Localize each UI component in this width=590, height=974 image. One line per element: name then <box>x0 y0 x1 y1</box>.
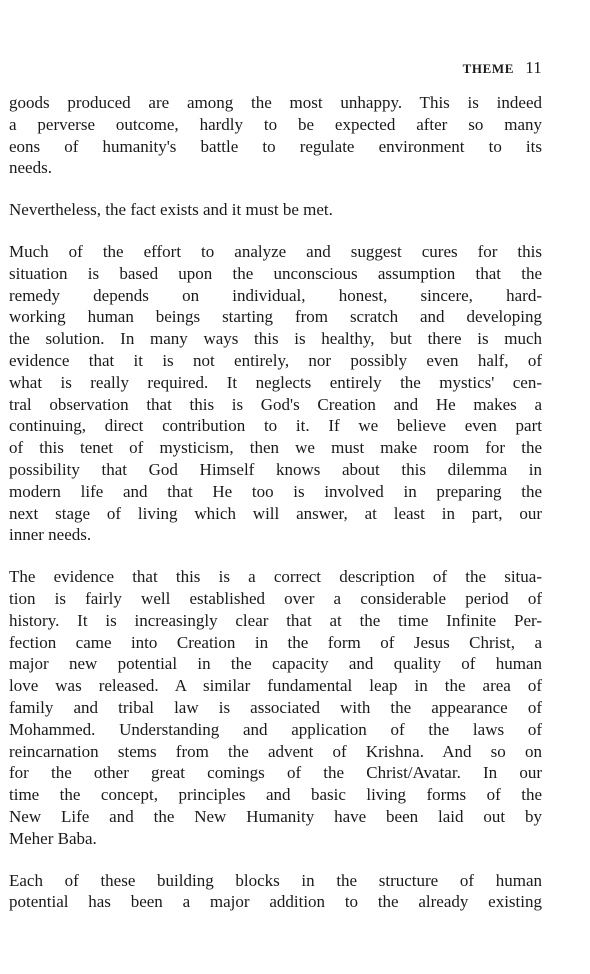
text-line: for the other great comings of the Christ/Avatar. In our <box>9 763 542 783</box>
text-line: working human beings starting from scratch and developing <box>9 307 542 327</box>
text-line: Meher Baba. <box>9 828 97 848</box>
text-line: of this tenet of mysticism, then we must make room for the <box>9 438 542 458</box>
text-line: next stage of living which will answer, at least in part, our <box>9 503 542 523</box>
text-line: time the concept, principles and basic living forms of the <box>9 785 542 805</box>
paragraph <box>9 241 542 546</box>
text-line: the solution. In many ways this is healthy, but there is much <box>9 329 542 349</box>
paragraph <box>9 199 542 221</box>
text-line: continuing, direct contribution to it. If we believe even part <box>9 416 542 436</box>
text-line: evidence that it is not entirely, nor possibly even half, of <box>9 350 542 370</box>
text-line: situation is based upon the unconscious assumption that the <box>9 263 542 283</box>
text-line: modern life and that He too is involved in preparing the <box>9 481 542 501</box>
text-line: fection came into Creation in the form of Jesus Christ, a <box>9 632 542 652</box>
running-head-title: THEME <box>462 61 515 76</box>
body-text <box>9 92 542 933</box>
text-line: Nevertheless, the fact exists and it must be met. <box>9 200 333 220</box>
text-line: major new potential in the capacity and quality of human <box>9 654 542 674</box>
text-line: New Life and the New Humanity have been laid out by <box>9 806 542 826</box>
text-line: needs. <box>9 158 52 178</box>
text-line: possibility that God Himself knows about this dilemma in <box>9 459 542 479</box>
text-line: potential has been a major addition to the already existing <box>9 892 542 912</box>
text-line: Each of these building blocks in the structure of human <box>9 870 542 890</box>
text-line: tion is fairly well established over a considerable period of <box>9 588 542 608</box>
paragraph <box>9 92 542 179</box>
text-line: Mohammed. Understanding and application of the laws of <box>9 719 542 739</box>
paragraph <box>9 566 542 849</box>
text-line: what is really required. It neglects entirely the mystics' cen- <box>9 372 542 392</box>
text-line: a perverse outcome, hardly to be expected after so many <box>9 114 542 134</box>
text-line: The evidence that this is a correct description of the situa- <box>9 567 542 587</box>
text-line: eons of humanity's battle to regulate environment to its <box>9 136 542 156</box>
text-line: tral observation that this is God's Creation and He makes a <box>9 394 542 414</box>
text-line: Much of the effort to analyze and suggest cures for this <box>9 241 542 261</box>
text-line: history. It is increasingly clear that at the time Infinite Per- <box>9 610 542 630</box>
running-head <box>463 58 542 78</box>
text-line: goods produced are among the most unhappy. This is indeed <box>9 93 542 112</box>
text-line: reincarnation stems from the advent of Krishna. And so on <box>9 741 542 761</box>
text-line: family and tribal law is associated with the appearance of <box>9 697 542 717</box>
text-line: love was released. A similar fundamental leap in the area of <box>9 676 542 696</box>
text-line: inner needs. <box>9 525 92 545</box>
text-line: remedy depends on individual, honest, sincere, hard- <box>9 285 542 305</box>
paragraph <box>9 870 542 914</box>
page-number: 11 <box>525 58 542 77</box>
